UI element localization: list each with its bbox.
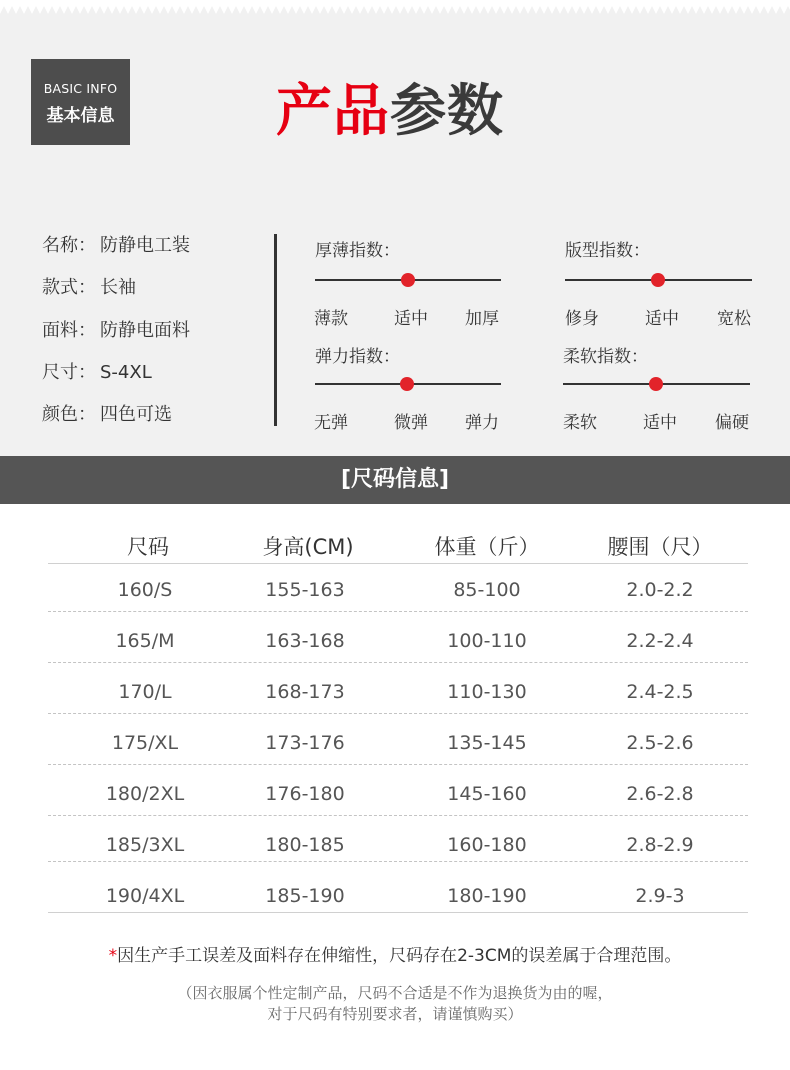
badge-cn: 基本信息	[46, 106, 115, 126]
cell-height: 155-163	[265, 579, 345, 601]
elasticity-tick-high: 弹力	[465, 413, 499, 433]
cell-height: 168-173	[265, 681, 345, 703]
softness-index-label: 柔软指数：	[563, 347, 648, 367]
row-rule	[48, 764, 748, 765]
cell-size: 180/2XL	[105, 783, 185, 805]
col-header-height: 身高(CM)	[262, 535, 354, 559]
row-rule	[48, 611, 748, 612]
info-name: 名称： 防静电工装	[42, 235, 190, 256]
cell-waist: 2.5-2.6	[626, 732, 694, 754]
cell-waist: 2.2-2.4	[626, 630, 694, 652]
elasticity-slider-dot	[400, 377, 414, 391]
cell-waist: 2.9-3	[635, 885, 685, 907]
cell-size: 165/M	[115, 630, 175, 652]
basic-info-section	[0, 0, 790, 456]
cell-weight: 180-190	[447, 885, 527, 907]
softness-slider-dot	[649, 377, 663, 391]
cell-weight: 110-130	[447, 681, 527, 703]
basic-info-badge	[31, 59, 130, 145]
info-style: 款式： 长袖	[42, 277, 136, 298]
cell-weight: 135-145	[447, 732, 527, 754]
fit-index-label: 版型指数：	[565, 241, 650, 261]
info-fabric: 面料： 防静电面料	[42, 320, 190, 341]
thickness-tick-low: 薄款	[314, 309, 348, 329]
cell-height: 180-185	[265, 834, 345, 856]
divider	[274, 234, 277, 426]
elasticity-index-label: 弹力指数：	[315, 347, 400, 367]
fit-tick-low: 修身	[565, 309, 599, 329]
cell-size: 190/4XL	[105, 885, 185, 907]
info-color: 颜色： 四色可选	[42, 404, 172, 425]
cell-weight: 145-160	[447, 783, 527, 805]
note-sub-line1: （因衣服属个性定制产品，尺码不合适是不作为退换货为由的喔，	[177, 984, 613, 1002]
row-rule	[48, 713, 748, 714]
row-rule	[48, 815, 748, 816]
note-star: *	[108, 946, 118, 966]
cell-height: 173-176	[265, 732, 345, 754]
title-red: 产品	[276, 79, 390, 144]
col-header-waist: 腰围（尺）	[607, 535, 713, 559]
cell-height: 176-180	[265, 783, 345, 805]
col-header-size: 尺码	[127, 535, 169, 559]
fit-tick-high: 宽松	[717, 309, 751, 329]
note-main: 因生产手工误差及面料存在伸缩性，尺码存在2-3CM的误差属于合理范围。	[117, 946, 682, 966]
badge-en: BASIC INFO	[43, 81, 118, 96]
header-rule	[48, 563, 748, 564]
fit-tick-mid: 适中	[645, 309, 679, 329]
softness-tick-low: 柔软	[563, 413, 597, 433]
thickness-tick-mid: 适中	[394, 309, 428, 329]
cell-height: 163-168	[265, 630, 345, 652]
cell-size: 175/XL	[111, 732, 179, 754]
thickness-slider-dot	[401, 273, 415, 287]
cell-weight: 160-180	[447, 834, 527, 856]
cell-height: 185-190	[265, 885, 345, 907]
softness-tick-mid: 适中	[643, 413, 677, 433]
row-rule	[48, 861, 748, 862]
table-bottom-rule	[48, 912, 748, 913]
torn-paper-edge	[0, 0, 790, 22]
page-title	[276, 80, 504, 144]
softness-tick-high: 偏硬	[715, 413, 749, 433]
cell-weight: 100-110	[447, 630, 527, 652]
size-error-note	[0, 941, 790, 966]
size-info-band	[0, 456, 790, 504]
cell-waist: 2.8-2.9	[626, 834, 694, 856]
note-sub-line2: 对于尺码有特别要求者，请谨慎购买）	[267, 1005, 523, 1023]
cell-waist: 2.0-2.2	[626, 579, 694, 601]
col-header-weight: 体重（斤）	[434, 535, 540, 559]
elasticity-tick-mid: 微弹	[394, 413, 428, 433]
row-rule	[48, 662, 748, 663]
title-dark: 参数	[390, 79, 504, 144]
cell-waist: 2.6-2.8	[626, 783, 694, 805]
info-size: 尺寸： S-4XL	[42, 362, 152, 383]
cell-weight: 85-100	[453, 579, 521, 601]
thickness-index-label: 厚薄指数：	[315, 241, 400, 261]
elasticity-tick-low: 无弹	[314, 413, 348, 433]
fit-slider-dot	[651, 273, 665, 287]
size-info-title: [尺码信息]	[340, 467, 450, 492]
cell-waist: 2.4-2.5	[626, 681, 694, 703]
thickness-tick-high: 加厚	[465, 309, 499, 329]
cell-size: 185/3XL	[105, 834, 185, 856]
cell-size: 170/L	[118, 681, 172, 703]
cell-size: 160/S	[117, 579, 173, 601]
